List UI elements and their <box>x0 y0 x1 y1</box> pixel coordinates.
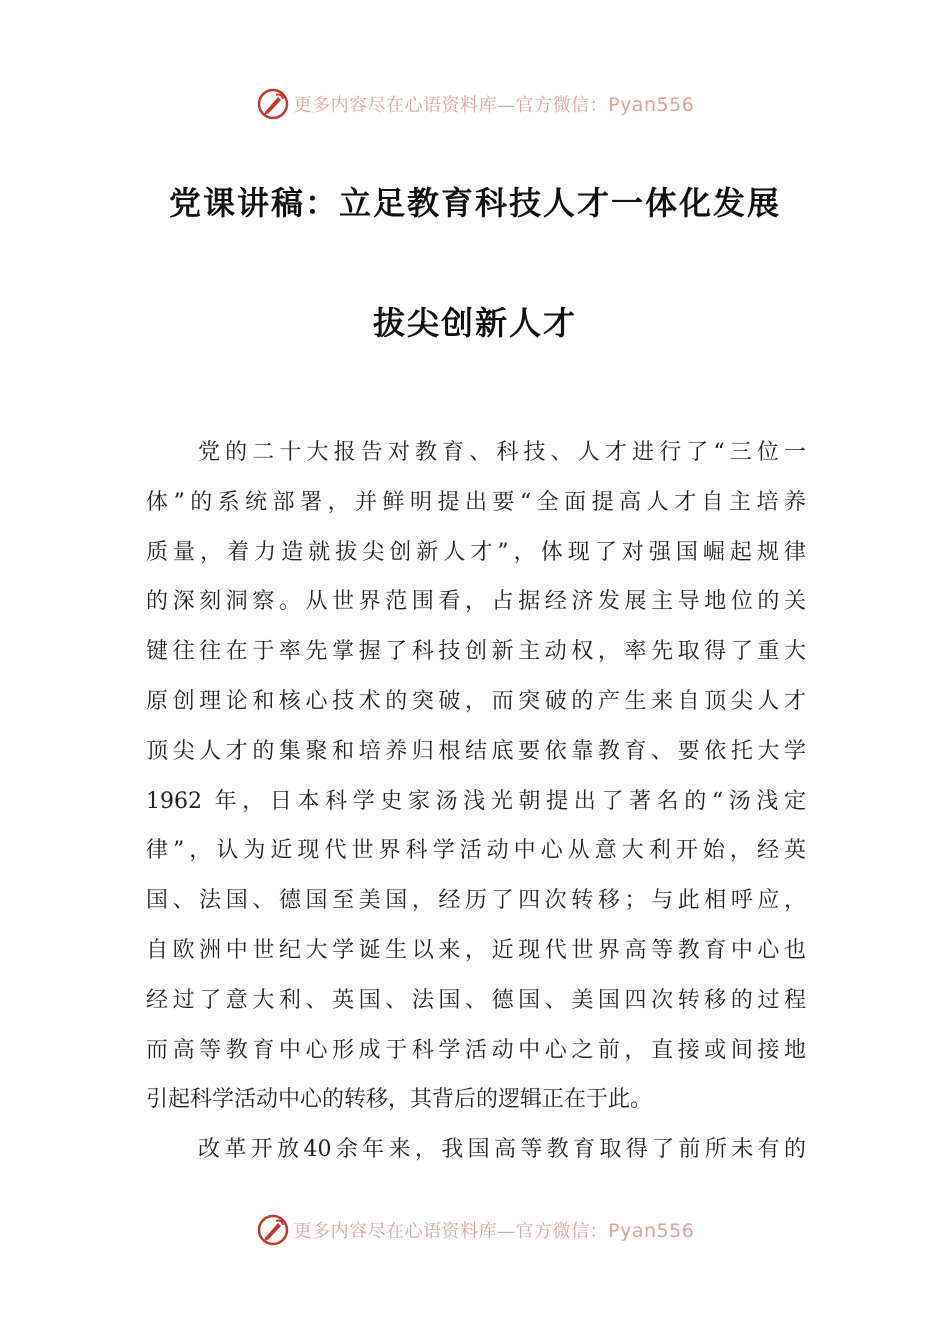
wechat-id: Pyan556 <box>608 94 695 116</box>
body-line: 改革开放40余年来，我国高等教育取得了前所未有的 <box>198 1137 806 1163</box>
body-line: 党的二十大报告对教育、科技、人才进行了“三位一 <box>198 440 806 465</box>
body-line: 1962 年，日本科学史家汤浅光朝提出了著名的“汤浅定 <box>146 788 806 814</box>
body-line: 而高等教育中心形成于科学活动中心之前，直接或间接地 <box>146 1037 806 1063</box>
body-line: 原创理论和核心技术的突破，而突破的产生来自顶尖人才 <box>146 688 806 714</box>
header-watermark <box>0 84 950 124</box>
document-title-line-1: 党课讲稿：立足教育科技人才一体化发展 <box>168 184 781 222</box>
watermark-text: 更多内容尽在心语资料库—官方微信：Pyan556 <box>293 94 695 116</box>
body-line: 自欧洲中世纪大学诞生以来，近现代世界高等教育中心也 <box>146 937 806 963</box>
body-line: 的深刻洞察。从世界范围看，占据经济发展主导地位的关 <box>146 589 806 615</box>
wechat-id: Pyan556 <box>608 1220 695 1242</box>
footer-watermark <box>0 1210 950 1250</box>
body-line: 律”，认为近现代世界科学活动中心从意大利开始，经英 <box>146 838 806 864</box>
body-line: 键往往在于率先掌握了科技创新主动权，率先取得了重大 <box>146 639 806 665</box>
body-line: 质量，着力造就拔尖创新人才”，体现了对强国崛起规律 <box>146 539 806 565</box>
body-line: 国、法国、德国至美国，经历了四次转移；与此相呼应， <box>146 888 806 914</box>
body-line: 体”的系统部署，并鲜明提出要“全面提高人才自主培养 <box>146 489 806 515</box>
body-line: 经过了意大利、英国、法国、德国、美国四次转移的过程 <box>146 987 806 1013</box>
body-line: 引起科学活动中心的转移，其背后的逻辑正在于此。 <box>146 1087 653 1113</box>
document-title-line-2: 拔尖创新人才 <box>372 304 577 342</box>
pen-logo-icon <box>256 1213 290 1247</box>
body-line: 顶尖人才的集聚和培养归根结底要依靠教育、要依托大学 <box>146 738 806 764</box>
pen-logo-icon <box>256 87 290 121</box>
document-body <box>146 428 806 1175</box>
watermark-text: 更多内容尽在心语资料库—官方微信：Pyan556 <box>293 1220 695 1242</box>
